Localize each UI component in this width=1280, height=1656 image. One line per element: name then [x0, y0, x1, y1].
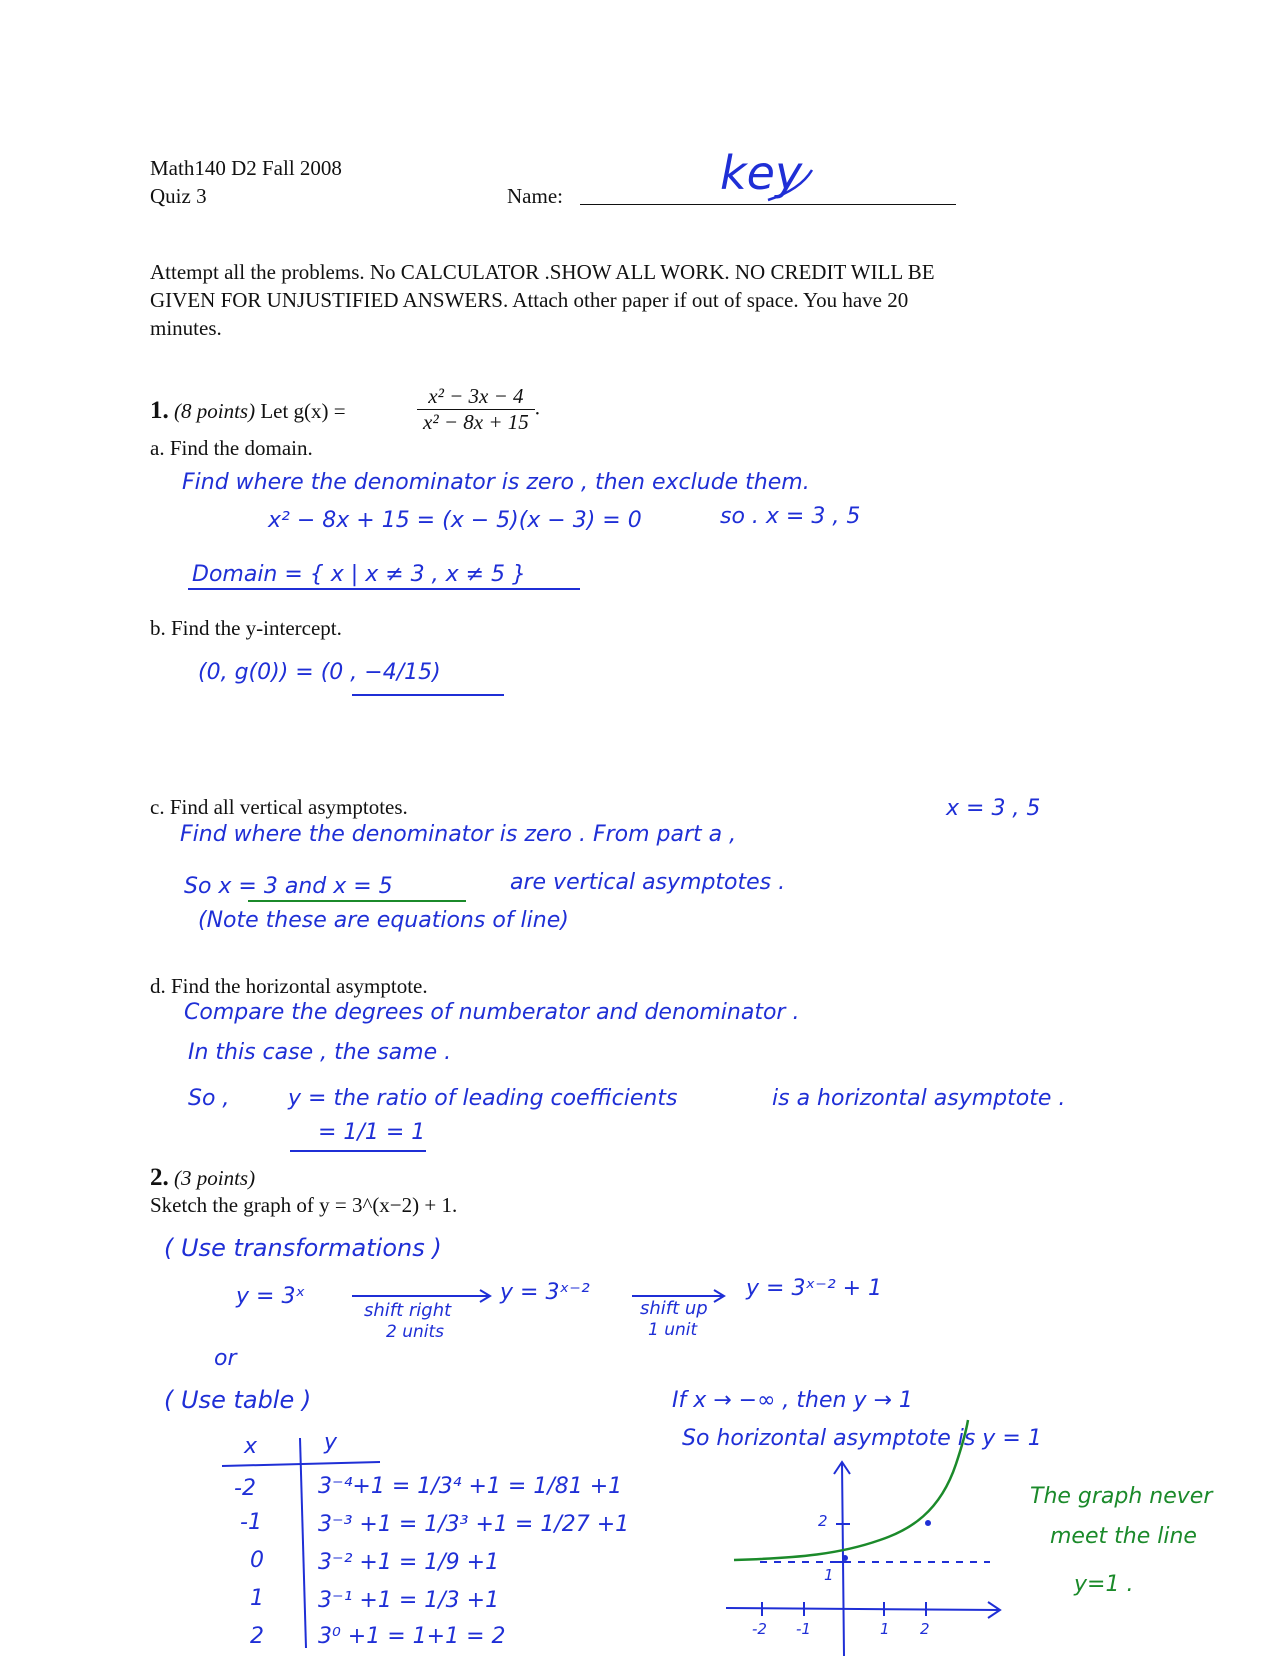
course-title: Math140 D2 Fall 2008 [150, 156, 342, 180]
table-x: -1 [240, 1510, 262, 1535]
work-2-asymptote: So horizontal asymptote is y = 1 [682, 1426, 1042, 1451]
x-tick-label: 1 [880, 1620, 890, 1638]
table-x: 1 [250, 1586, 264, 1611]
work-1d-ratio: y = the ratio of leading coefficients [288, 1086, 678, 1111]
x-tick-label: -1 [796, 1620, 811, 1638]
arrow-shift-up [632, 1290, 724, 1302]
work-1c-note: (Note these are equations of line) [198, 908, 569, 933]
table-y: 3⁻³ +1 = 1/3³ +1 = 1/27 +1 [318, 1512, 630, 1537]
name-value: key [720, 146, 803, 200]
work-1c-so: So x = 3 and x = 5 [184, 874, 393, 899]
work-2-or: or [214, 1346, 237, 1371]
answer-1b: (0, g(0)) = (0 , −4/15) [198, 660, 441, 685]
x-tick-label: 2 [920, 1620, 930, 1638]
graph-note: The graph never [1030, 1484, 1213, 1509]
question-1d: d. Find the horizontal asymptote. [150, 974, 428, 998]
x-tick-label: -2 [752, 1620, 767, 1638]
graph-note: y=1 . [1074, 1572, 1134, 1597]
work-1c-are: are vertical asymptotes . [510, 870, 786, 895]
table-y: 3⁻¹ +1 = 1/3 +1 [318, 1588, 500, 1613]
question-1c: c. Find all vertical asymptotes. [150, 795, 408, 819]
table-x: 0 [250, 1548, 264, 1573]
work-2-arrow2-sub: 1 unit [648, 1320, 698, 1340]
table-y: 3⁻² +1 = 1/9 +1 [318, 1550, 500, 1575]
graph-note: meet the line [1050, 1524, 1197, 1549]
table-y: 3⁰ +1 = 1+1 = 2 [318, 1624, 506, 1649]
work-1a-roots: so . x = 3 , 5 [720, 504, 861, 529]
y-tick-label: 1 [824, 1566, 834, 1584]
work-1c-line: Find where the denominator is zero . From part a , [180, 822, 737, 847]
problem1-number: 1. [150, 397, 169, 424]
instructions-line: minutes. [150, 316, 222, 340]
problem1-let: Let g(x) = [260, 399, 346, 423]
fraction-period: . [534, 395, 541, 420]
work-2-table-title: ( Use table ) [164, 1386, 312, 1414]
work-1c-values: x = 3 , 5 [946, 796, 1041, 821]
work-1d-compare: Compare the degrees of numberator and denominator . [184, 1000, 800, 1025]
answer-1a: Domain = { x | x ≠ 3 , x ≠ 5 } [192, 562, 527, 587]
y-tick-label: 2 [818, 1512, 828, 1530]
instructions-line: GIVEN FOR UNJUSTIFIED ANSWERS. Attach other paper if out of space. You have 20 [150, 288, 909, 312]
name-label: Name: [507, 184, 563, 208]
work-1a-factor: x² − 8x + 15 = (x − 5)(x − 3) = 0 [268, 508, 642, 533]
table-header-y: y [324, 1430, 338, 1455]
table-x: 2 [250, 1624, 264, 1649]
table-x: -2 [234, 1476, 256, 1501]
work-2-y2: y = 3ˣ⁻² [500, 1280, 590, 1305]
table-y: 3⁻⁴+1 = 1/3⁴ +1 = 1/81 +1 [318, 1474, 623, 1499]
problem2-points: (3 points) [174, 1166, 256, 1190]
graph-x-axis [726, 1602, 1000, 1618]
graph-curve [734, 1420, 968, 1560]
instructions-line: Attempt all the problems. No CALCULATOR .SHOW ALL WORK. NO CREDIT WILL BE [150, 260, 935, 284]
question-1b: b. Find the y-intercept. [150, 616, 342, 640]
work-1a-line: Find where the denominator is zero , then exclude them. [182, 470, 810, 495]
work-2-arrow1-sub: 2 units [386, 1322, 445, 1342]
work-2-y1: y = 3ˣ [236, 1284, 306, 1309]
table-vertical-rule [300, 1438, 306, 1648]
problem1-points: (8 points) [174, 399, 256, 423]
answer-1d: = 1/1 = 1 [318, 1120, 426, 1145]
work-1d-so: So , [188, 1086, 230, 1111]
work-2-y3: y = 3ˣ⁻² + 1 [746, 1276, 883, 1301]
work-2-limit: If x → −∞ , then y → 1 [672, 1388, 913, 1413]
question-1a: a. Find the domain. [150, 436, 313, 460]
work-2-arrow1-label: shift right [364, 1300, 452, 1321]
work-1d-horizontal: is a horizontal asymptote . [772, 1086, 1066, 1111]
work-2-transformations: ( Use transformations ) [164, 1234, 442, 1262]
key-flourish [768, 170, 812, 200]
work-2-arrow2-label: shift up [640, 1298, 708, 1319]
problem2-number: 2. [150, 1164, 169, 1191]
graph-point [925, 1520, 931, 1526]
table-header-x: x [244, 1434, 258, 1459]
fraction-numerator: x² − 3x − 4 [417, 384, 535, 410]
graph-point [842, 1555, 848, 1561]
work-1d-case: In this case , the same . [188, 1040, 452, 1065]
fraction-denominator: x² − 8x + 15 [423, 410, 529, 434]
arrow-shift-right [352, 1290, 490, 1302]
question-2: Sketch the graph of y = 3^(x−2) + 1. [150, 1193, 458, 1217]
quiz-title: Quiz 3 [150, 184, 207, 208]
